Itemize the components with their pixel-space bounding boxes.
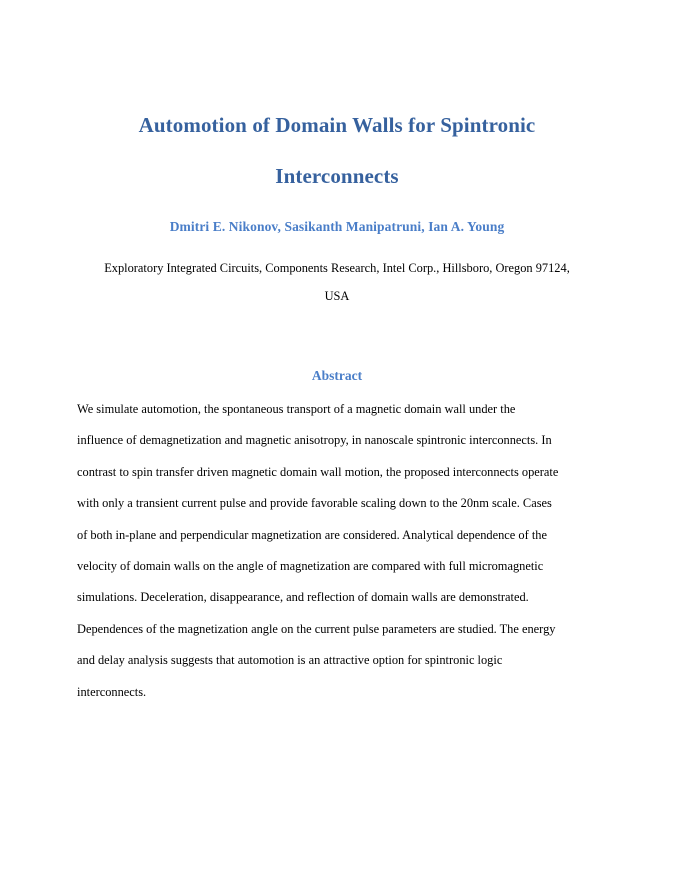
paper-title-line-2: Interconnects [275,164,399,188]
abstract-line: Dependences of the magnetization angle on the current pulse parameters are studied. The energy [77,621,556,636]
affiliation-line-1: Exploratory Integrated Circuits, Components Research, Intel Corp., Hillsboro, Oregon 97124, [104,261,570,275]
abstract-body [77,394,600,708]
abstract-line: influence of demagnetization and magnetic anisotropy, in nanoscale spintronic interconnects. In [77,433,552,448]
abstract-line: We simulate automotion, the spontaneous transport of a magnetic domain wall under the [77,402,516,416]
affiliation-block [37,254,637,310]
abstract-line: interconnects. [77,684,147,699]
abstract-line: with only a transient current pulse and provide favorable scaling down to the 20nm scale. Cases [77,496,552,511]
paper-title [0,100,674,202]
paper-title-line-1: Automotion of Domain Walls for Spintronic [138,113,536,137]
abstract-line: simulations. Deceleration, disappearance, and reflection of domain walls are demonstrated. [77,590,529,605]
abstract-line: of both in-plane and perpendicular magnetization are considered. Analytical dependence of the [77,527,547,542]
abstract-heading: Abstract [311,368,363,383]
author-list: Dmitri E. Nikonov, Sasikanth Manipatruni, Ian A. Young [169,219,505,234]
abstract-line: and delay analysis suggests that automotion is an attractive option for spintronic logic [77,653,503,668]
abstract-line: velocity of domain walls on the angle of magnetization are compared with full micromagnetic [77,559,544,574]
abstract-line: contrast to spin transfer driven magnetic domain wall motion, the proposed interconnects operate [77,464,559,479]
affiliation-line-2: USA [324,289,350,303]
